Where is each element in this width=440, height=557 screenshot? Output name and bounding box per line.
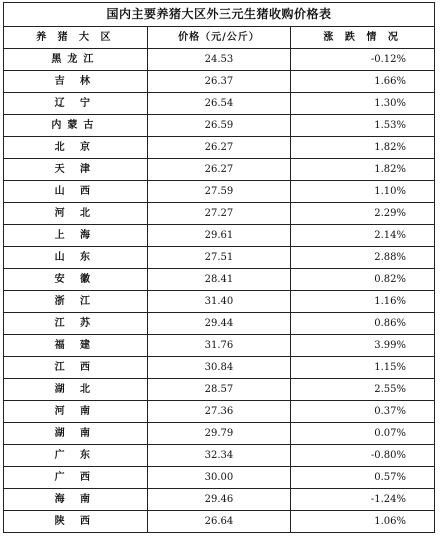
change-cell: 2.88%: [291, 247, 435, 269]
table-row: [4, 247, 435, 269]
price-cell: 29.61: [147, 225, 291, 247]
table-row: [4, 335, 435, 357]
change-cell: 1.30%: [291, 93, 435, 115]
region-cell: 上 海: [4, 225, 148, 247]
table-row: [4, 225, 435, 247]
change-cell: -0.80%: [291, 445, 435, 467]
table-row: [4, 401, 435, 423]
column-header-price: 价格（元/公斤）: [147, 27, 291, 49]
table-row: [4, 115, 435, 137]
table-row: [4, 291, 435, 313]
price-cell: 26.64: [147, 511, 291, 533]
region-cell: 江 西: [4, 357, 148, 379]
table-row: [4, 313, 435, 335]
region-cell: 江 苏: [4, 313, 148, 335]
table-title-row: [4, 3, 435, 27]
table-row: [4, 93, 435, 115]
region-cell: 海 南: [4, 489, 148, 511]
table-row: [4, 357, 435, 379]
table-row: [4, 489, 435, 511]
region-cell: 福 建: [4, 335, 148, 357]
table-row: [4, 445, 435, 467]
price-cell: 26.27: [147, 137, 291, 159]
price-cell: 31.76: [147, 335, 291, 357]
table-row: [4, 71, 435, 93]
change-cell: 1.15%: [291, 357, 435, 379]
table-row: [4, 379, 435, 401]
change-cell: 1.16%: [291, 291, 435, 313]
change-cell: 1.66%: [291, 71, 435, 93]
change-cell: 0.82%: [291, 269, 435, 291]
table-row: [4, 203, 435, 225]
region-cell: 天 津: [4, 159, 148, 181]
change-cell: 1.10%: [291, 181, 435, 203]
table-row: [4, 423, 435, 445]
price-cell: 26.27: [147, 159, 291, 181]
region-cell: 陕 西: [4, 511, 148, 533]
region-cell: 安 徽: [4, 269, 148, 291]
table-row: [4, 49, 435, 71]
region-cell: 湖 北: [4, 379, 148, 401]
table-row: [4, 269, 435, 291]
region-cell: 广 东: [4, 445, 148, 467]
region-cell: 广 西: [4, 467, 148, 489]
region-cell: 山 东: [4, 247, 148, 269]
region-cell: 河 南: [4, 401, 148, 423]
table-row: [4, 159, 435, 181]
change-cell: 0.57%: [291, 467, 435, 489]
change-cell: 0.37%: [291, 401, 435, 423]
price-cell: 27.27: [147, 203, 291, 225]
price-cell: 28.41: [147, 269, 291, 291]
price-cell: 30.00: [147, 467, 291, 489]
change-cell: 1.82%: [291, 137, 435, 159]
change-cell: -1.24%: [291, 489, 435, 511]
price-cell: 26.59: [147, 115, 291, 137]
price-table-sheet: [3, 2, 435, 533]
price-cell: 30.84: [147, 357, 291, 379]
region-cell: 河 北: [4, 203, 148, 225]
change-cell: 3.99%: [291, 335, 435, 357]
table-title: 国内主要养猪大区外三元生猪收购价格表: [4, 3, 435, 27]
price-cell: 27.36: [147, 401, 291, 423]
region-cell: 山 西: [4, 181, 148, 203]
table-row: [4, 181, 435, 203]
change-cell: 0.86%: [291, 313, 435, 335]
price-cell: 31.40: [147, 291, 291, 313]
price-cell: 26.54: [147, 93, 291, 115]
column-header-change: 涨 跌 情 况: [291, 27, 435, 49]
price-cell: 29.46: [147, 489, 291, 511]
region-cell: 浙 江: [4, 291, 148, 313]
change-cell: 1.06%: [291, 511, 435, 533]
table-row: [4, 137, 435, 159]
table-row: [4, 511, 435, 533]
price-cell: 29.79: [147, 423, 291, 445]
change-cell: 2.29%: [291, 203, 435, 225]
region-cell: 湖 南: [4, 423, 148, 445]
region-cell: 黑龙江: [4, 49, 148, 71]
change-cell: 2.14%: [291, 225, 435, 247]
price-cell: 27.51: [147, 247, 291, 269]
price-cell: 26.37: [147, 71, 291, 93]
region-cell: 吉 林: [4, 71, 148, 93]
table-row: [4, 467, 435, 489]
table-header-row: [4, 27, 435, 49]
column-header-region: 养 猪 大 区: [4, 27, 148, 49]
price-table: [3, 2, 435, 533]
region-cell: 辽 宁: [4, 93, 148, 115]
change-cell: 0.07%: [291, 423, 435, 445]
change-cell: 1.82%: [291, 159, 435, 181]
price-cell: 24.53: [147, 49, 291, 71]
price-cell: 29.44: [147, 313, 291, 335]
price-cell: 27.59: [147, 181, 291, 203]
region-cell: 内蒙古: [4, 115, 148, 137]
change-cell: -0.12%: [291, 49, 435, 71]
price-cell: 28.57: [147, 379, 291, 401]
change-cell: 2.55%: [291, 379, 435, 401]
price-cell: 32.34: [147, 445, 291, 467]
change-cell: 1.53%: [291, 115, 435, 137]
region-cell: 北 京: [4, 137, 148, 159]
